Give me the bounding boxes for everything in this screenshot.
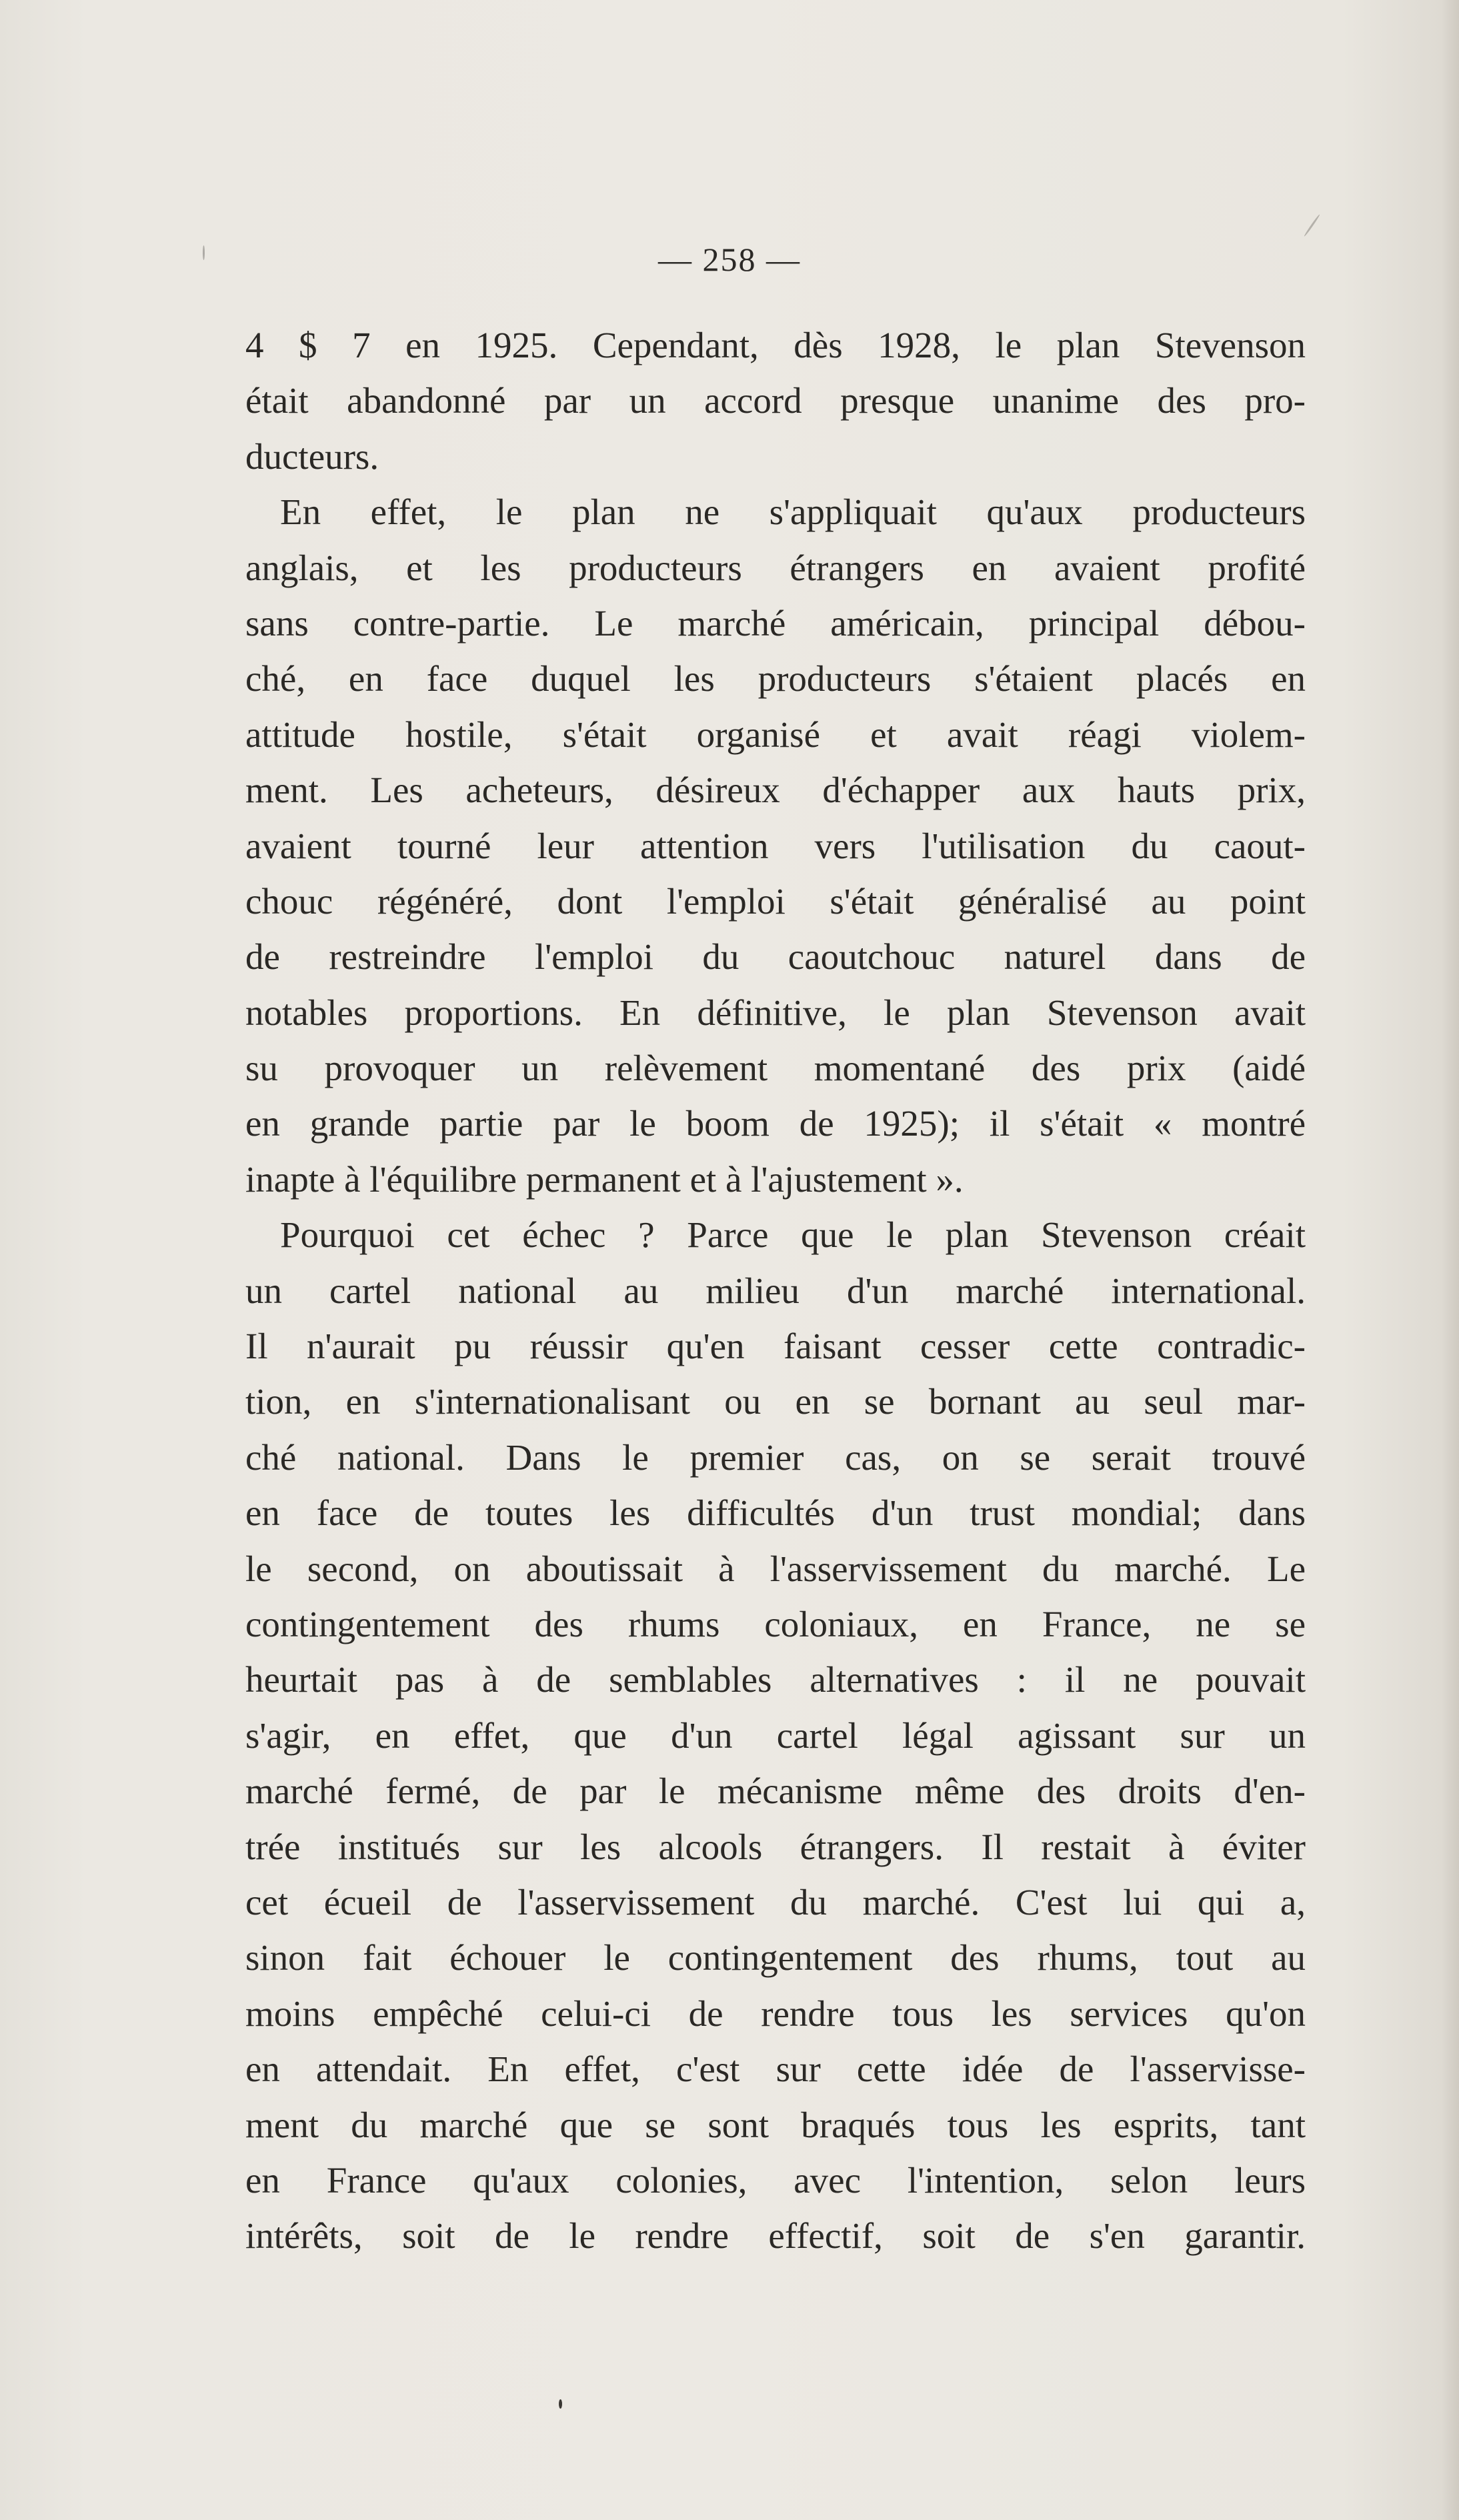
text-line: cet écueil de l'asservissement du marché. C'est lui qui a, — [245, 1881, 1306, 1923]
text-line: contingentement des rhums coloniaux, en France, ne se — [245, 1603, 1306, 1644]
body-text — [245, 317, 1306, 2264]
text-line: s'agir, en effet, que d'un cartel légal agissant sur un — [245, 1714, 1306, 1756]
text-line: inapte à l'équilibre permanent et à l'ajustement ». — [245, 1158, 964, 1200]
page-edge-shadow — [1442, 0, 1459, 2520]
text-line: en France qu'aux colonies, avec l'intention, selon leurs — [245, 2159, 1306, 2201]
text-line: en face de toutes les difficultés d'un trust mondial; dans — [245, 1492, 1306, 1534]
text-line: En effet, le plan ne s'appliquait qu'aux producteurs — [280, 491, 1306, 533]
text-line: ment. Les acheteurs, désireux d'échapper aux hauts prix, — [245, 770, 1306, 811]
text-line: sinon fait échouer le contingentement des rhums, tout au — [245, 1937, 1306, 1979]
text-line: moins empêché celui-ci de rendre tous les services qu'on — [245, 1993, 1306, 2034]
page-number: — 258 — — [658, 241, 801, 278]
text-line: anglais, et les producteurs étrangers en avaient profité — [245, 547, 1306, 588]
text-line: avaient tourné leur attention vers l'utilisation du caout- — [245, 825, 1306, 866]
text-line: marché fermé, de par le mécanisme même des droits d'en- — [245, 1770, 1306, 1812]
ink-speck — [203, 245, 205, 260]
text-line: notables proportions. En définitive, le plan Stevenson avait — [245, 992, 1306, 1033]
text-line: tion, en s'internationalisant ou en se bornant au seul mar- — [245, 1381, 1306, 1422]
text-line: en grande partie par le boom de 1925); il s'était « montré — [245, 1103, 1306, 1144]
text-line: un cartel national au milieu d'un marché international. — [245, 1270, 1306, 1311]
text-line: 4 $ 7 en 1925. Cependant, dès 1928, le plan Stevenson — [245, 325, 1306, 365]
ink-speck — [1304, 214, 1320, 237]
text-line: Il n'aurait pu réussir qu'en faisant cesser cette contradic- — [245, 1326, 1306, 1367]
text-line: de restreindre l'emploi du caoutchouc naturel dans de — [245, 936, 1306, 978]
text-line: en attendait. En effet, c'est sur cette idée de l'asservisse- — [245, 2049, 1306, 2090]
text-line: intérêts, soit de le rendre effectif, soit de s'en garantir. — [245, 2215, 1306, 2257]
text-line: le second, on aboutissait à l'asservissement du marché. Le — [245, 1548, 1306, 1589]
text-line: heurtait pas à de semblables alternatives : il ne pouvait — [245, 1659, 1306, 1700]
text-line: ché, en face duquel les producteurs s'étaient placés en — [245, 658, 1306, 700]
text-line: attitude hostile, s'était organisé et avait réagi violem- — [245, 714, 1306, 755]
text-line: ment du marché que se sont braqués tous les esprits, tant — [245, 2104, 1306, 2145]
text-line: ducteurs. — [245, 435, 379, 477]
text-line: chouc régénéré, dont l'emploi s'était généralisé au point — [245, 880, 1306, 922]
text-line: trée institués sur les alcools étrangers. Il restait à éviter — [245, 1826, 1306, 1867]
text-line: était abandonné par un accord presque unanime des pro- — [245, 380, 1306, 421]
text-line: su provoquer un relèvement momentané des prix (aidé — [245, 1048, 1306, 1089]
text-line: Pourquoi cet échec ? Parce que le plan Stevenson créait — [280, 1214, 1306, 1256]
ink-speck — [559, 2399, 562, 2409]
text-line: ché national. Dans le premier cas, on se serait trouvé — [245, 1436, 1306, 1478]
text-line: sans contre-partie. Le marché américain, principal débou- — [245, 602, 1306, 644]
